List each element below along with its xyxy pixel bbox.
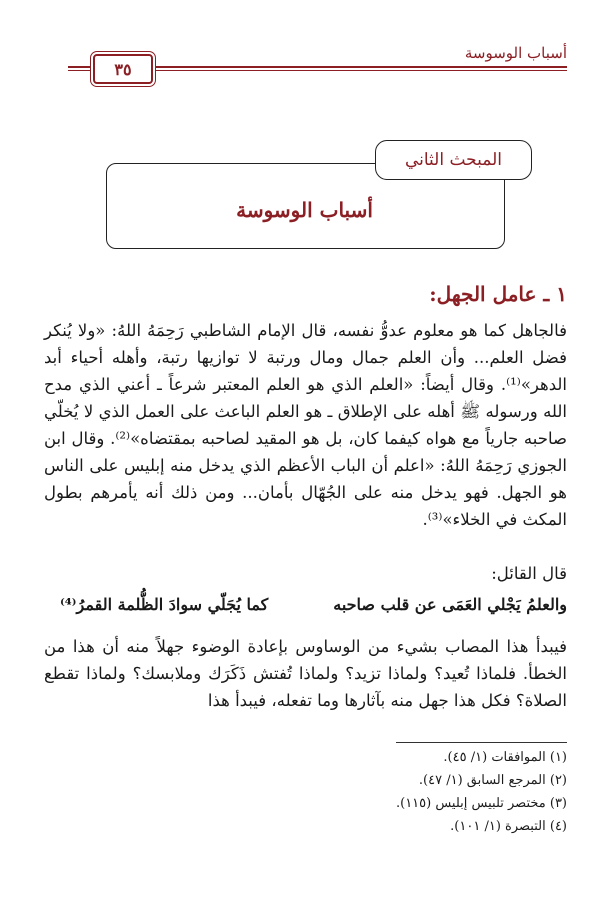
- running-title: أسباب الوسوسة: [464, 44, 567, 62]
- verse-first-hemistich: والعلمُ يَجْلي العَمَى عن قلب صاحبه: [333, 595, 567, 614]
- footnote-4: (٤) التبصرة (١/ ١٠١).: [450, 819, 567, 834]
- footnote-separator: [396, 742, 567, 743]
- footnote-1: (١) الموافقات (١/ ٤٥).: [443, 750, 567, 765]
- subheading: ١ ـ عامل الجهل:: [429, 282, 567, 306]
- footnote-3: (٣) مختصر تلبيس إبليس (١١٥).: [395, 796, 567, 811]
- verse-second-hemistich: كما يُجَلّي سوادَ الظُّلمة القمرُ⁽⁴⁾: [60, 595, 269, 614]
- page-number: ٣٥: [114, 59, 132, 79]
- verse-line: [60, 595, 567, 614]
- section-title: أسباب الوسوسة: [236, 198, 373, 222]
- paragraph-1: فالجاهل كما هو معلوم عدوُّ نفسه، قال الإمام الشاطبي رَحِمَهُ اللهُ: «ولا يُنكر فضل العلم... وأن العلم جمال ومال ورتبة لا توازيها رتبة، وأهله أحياء أبد الدهر»⁽¹⁾. وقال أيضاً: «العلم الذي هو العلم المعتبر شرعاً ـ أعني الذي مدح الله ورسوله ﷺ أهله على الإطلاق ـ هو العلم الباعث على العمل الذي لا يُخلّي صاحبه جارياً مع هواه كيفما كان، بل هو المقيد لصاحبه بمقتضاه»⁽²⁾. وقال ابن الجوزي رَحِمَهُ اللهُ: «اعلم أن الباب الأعظم الذي يدخل منه إبليس على الناس هو الجهل. فهو يدخل منه على الجُهّال بأمان... ومن ذلك أنه يأمرهم بطول المكث في الخلاء»⁽³⁾.: [44, 321, 567, 529]
- verse-intro: قال القائل:: [491, 564, 567, 583]
- paragraph-2: فيبدأ هذا المصاب بشيء من الوساوس بإعادة الوضوء جهلاً منه أن هذا من الخطأ. فلماذا تُعيد؟ ولماذا تزيد؟ ولماذا تُفتش ذَكَرَك وملابسك؟ ولماذا تقطع الصلاة؟ فكل هذا جهل منه بآثارها وما تفعله، فيبدأ هذا: [44, 637, 567, 710]
- footnote-2: (٢) المرجع السابق (١/ ٤٧).: [418, 773, 567, 788]
- section-label: المبحث الثاني: [404, 150, 503, 170]
- page-number-frame: [93, 54, 153, 84]
- section-label-tab: [375, 140, 532, 180]
